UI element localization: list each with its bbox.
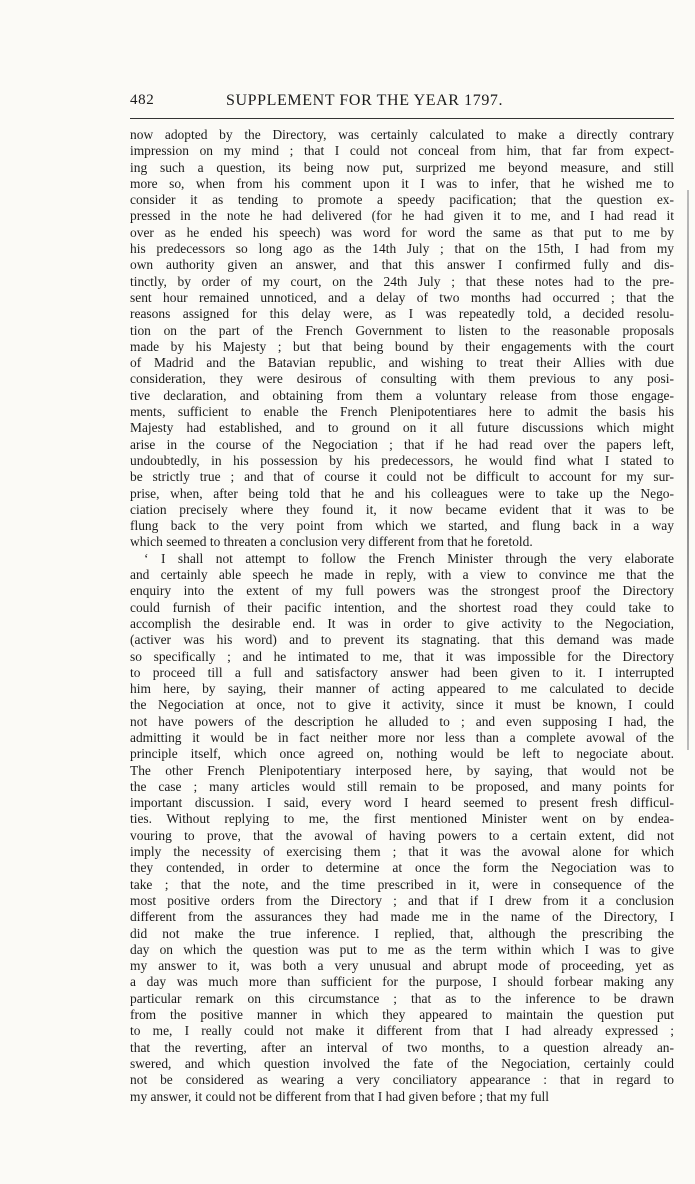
text-line: impression on my mind ; that I could not conceal from him, that far from expect- (130, 143, 674, 159)
text-line: (activer was his word) and to prevent its stagnating. that this demand was made (130, 632, 674, 648)
paragraph (130, 127, 674, 551)
text-line: his predecessors so long ago as the 14th July ; that on the 15th, I had from my (130, 241, 674, 257)
text-line: tive declaration, and obtaining from them a voluntary release from those engage- (130, 387, 674, 403)
text-line: my answer, it could not be different from that I had given before ; that my full (130, 1088, 550, 1104)
text-line: and certainly able speech he made in reply, with a view to convince me that the (130, 567, 674, 583)
text-line: from the positive manner in which they appeared to maintain the question put (130, 1007, 674, 1023)
text-line: accomplish the desirable end. It was in order to give activity to the Negociation, (130, 615, 674, 631)
text-line: my answer to it, was both a very unusual and abrupt mode of proceeding, yet as (130, 958, 674, 974)
text-line: ciation precisely where they found it, it now became evident that it was to be (130, 501, 674, 517)
running-head: SUPPLEMENT FOR THE YEAR 1797. (226, 92, 504, 109)
text-line: take ; that the note, and the time prescribed in it, were in consequence of the (130, 876, 674, 892)
text-line: ‘ I shall not attempt to follow the French Minister through the very elaborate (144, 550, 674, 566)
text-line: the case ; many articles would still remain to be proposed, and many points for (130, 778, 674, 794)
text-line: they contended, in order to determine at once the form the Negociation was to (130, 860, 674, 876)
text-line: so specifically ; and he intimated to me, that it was impossible for the Directory (130, 648, 674, 664)
text-line: day on which the question was put to me as the term within which I was to give (130, 941, 674, 957)
page-header (130, 92, 675, 114)
text-line: undoubtedly, in his possession by his predecessors, he would find what I stated to (130, 452, 674, 468)
text-line: most positive orders from the Directory ; and that if I drew from it a conclusion (130, 892, 674, 908)
text-line: pressed in the note he had delivered (for he had given it to me, and I had read it (130, 208, 674, 224)
text-line: made by his Majesty ; but that being bound by their engagements with the court (130, 338, 674, 354)
text-line: tion on the part of the French Government to listen to the reasonable proposals (130, 322, 674, 338)
text-line: arise in the course of the Negociation ; that if he had read over the papers left, (130, 436, 674, 452)
text-line: principle itself, which once agreed on, nothing would be left to negociate about. (130, 746, 674, 762)
text-line: swered, and which question involved the fate of the Negociation, certainly could (130, 1055, 674, 1071)
text-line: own authority given an answer, and that this answer I confirmed fully and dis- (130, 257, 674, 273)
text-line: different from the assurances they had made me in the name of the Directory, I (130, 909, 674, 925)
text-line: consider it as tending to promote a speedy pacification; that the question ex- (130, 192, 674, 208)
text-line: to proceed till a full and satisfactory answer had been given to it. I interrupted (130, 664, 674, 680)
scan-edge (687, 190, 689, 750)
text-line: of Madrid and the Batavian republic, and wishing to treat their Allies with due (130, 355, 674, 371)
text-line: over as he ended his speech) was word for word the same as that put to me by (130, 224, 674, 240)
text-line: be strictly true ; and that of course it could not be difficult to account for my sur- (130, 469, 674, 485)
text-line: to me, I really could not make it different from that I had already expressed ; (130, 1023, 674, 1039)
text-line: him here, by saying, their manner of acting appeared to me calculated to decide (130, 681, 674, 697)
text-line: important discussion. I said, every word I heard seemed to present fresh difficul- (130, 795, 674, 811)
text-line: not be considered as wearing a very conciliatory appearance : that in regard to (130, 1072, 674, 1088)
text-line: ties. Without replying to me, the first mentioned Minister went on by endea- (130, 811, 674, 827)
text-line: enquiry into the extent of my full powers was the strongest proof the Directory (130, 583, 674, 599)
text-line: tinctly, by order of my court, on the 24th July ; that these notes had to the pre- (130, 273, 674, 289)
text-line: reasons assigned for this delay were, as I was repeatedly told, a decided resolu- (130, 306, 674, 322)
text-line: ments, sufficient to enable the French Plenipotentiares here to admit the basis his (130, 404, 674, 420)
text-line: ing such a question, its being now put, surprized me beyond measure, and still (130, 159, 674, 175)
body-text (130, 127, 674, 1105)
text-line: sent hour remained unnoticed, and a delay of two months had occurred ; that the (130, 289, 674, 305)
text-line: that the reverting, after an interval of two months, to a question already an- (130, 1039, 674, 1055)
text-line: could furnish of their pacific intention, and the shortest road they could take to (130, 599, 674, 615)
text-line: flung back to the very point from which we started, and flung back in a way (130, 518, 674, 534)
page-number: 482 (130, 92, 155, 108)
paragraph (130, 551, 674, 1105)
text-line: more so, when from his comment upon it I was to infer, that he wished me to (130, 175, 674, 191)
text-line: which seemed to threaten a conclusion very different from that he foretold. (130, 534, 533, 550)
text-line: did not make the true inference. I replied, that, although the prescribing the (130, 925, 674, 941)
header-rule (130, 118, 674, 119)
text-line: prise, when, after being told that he and his colleagues were to take up the Nego- (130, 485, 674, 501)
text-line: the Negociation at once, not to give it activity, since it must be known, I could (130, 697, 674, 713)
text-line: admitting it would be in fact neither more nor less than a complete avowal of the (130, 729, 674, 745)
text-line: a day was much more than sufficient for the purpose, I should forbear making any (130, 974, 674, 990)
text-line: The other French Plenipotentiary interposed here, by saying, that would not be (130, 762, 674, 778)
text-line: now adopted by the Directory, was certainly calculated to make a directly contrary (130, 127, 674, 142)
text-line: particular remark on this circumstance ; that as to the inference to be drawn (130, 990, 674, 1006)
text-line: not have powers of the description he alluded to ; and even supposing I had, the (130, 713, 674, 729)
text-line: Majesty had established, and to ground on it all future discussions which might (130, 420, 674, 436)
text-line: vouring to prove, that the avowal of having powers to a certain extent, did not (130, 827, 674, 843)
text-line: consideration, they were desirous of consulting with them previous to any posi- (130, 371, 674, 387)
text-line: imply the necessity of exercising them ; that it was the avowal alone for which (130, 844, 674, 860)
